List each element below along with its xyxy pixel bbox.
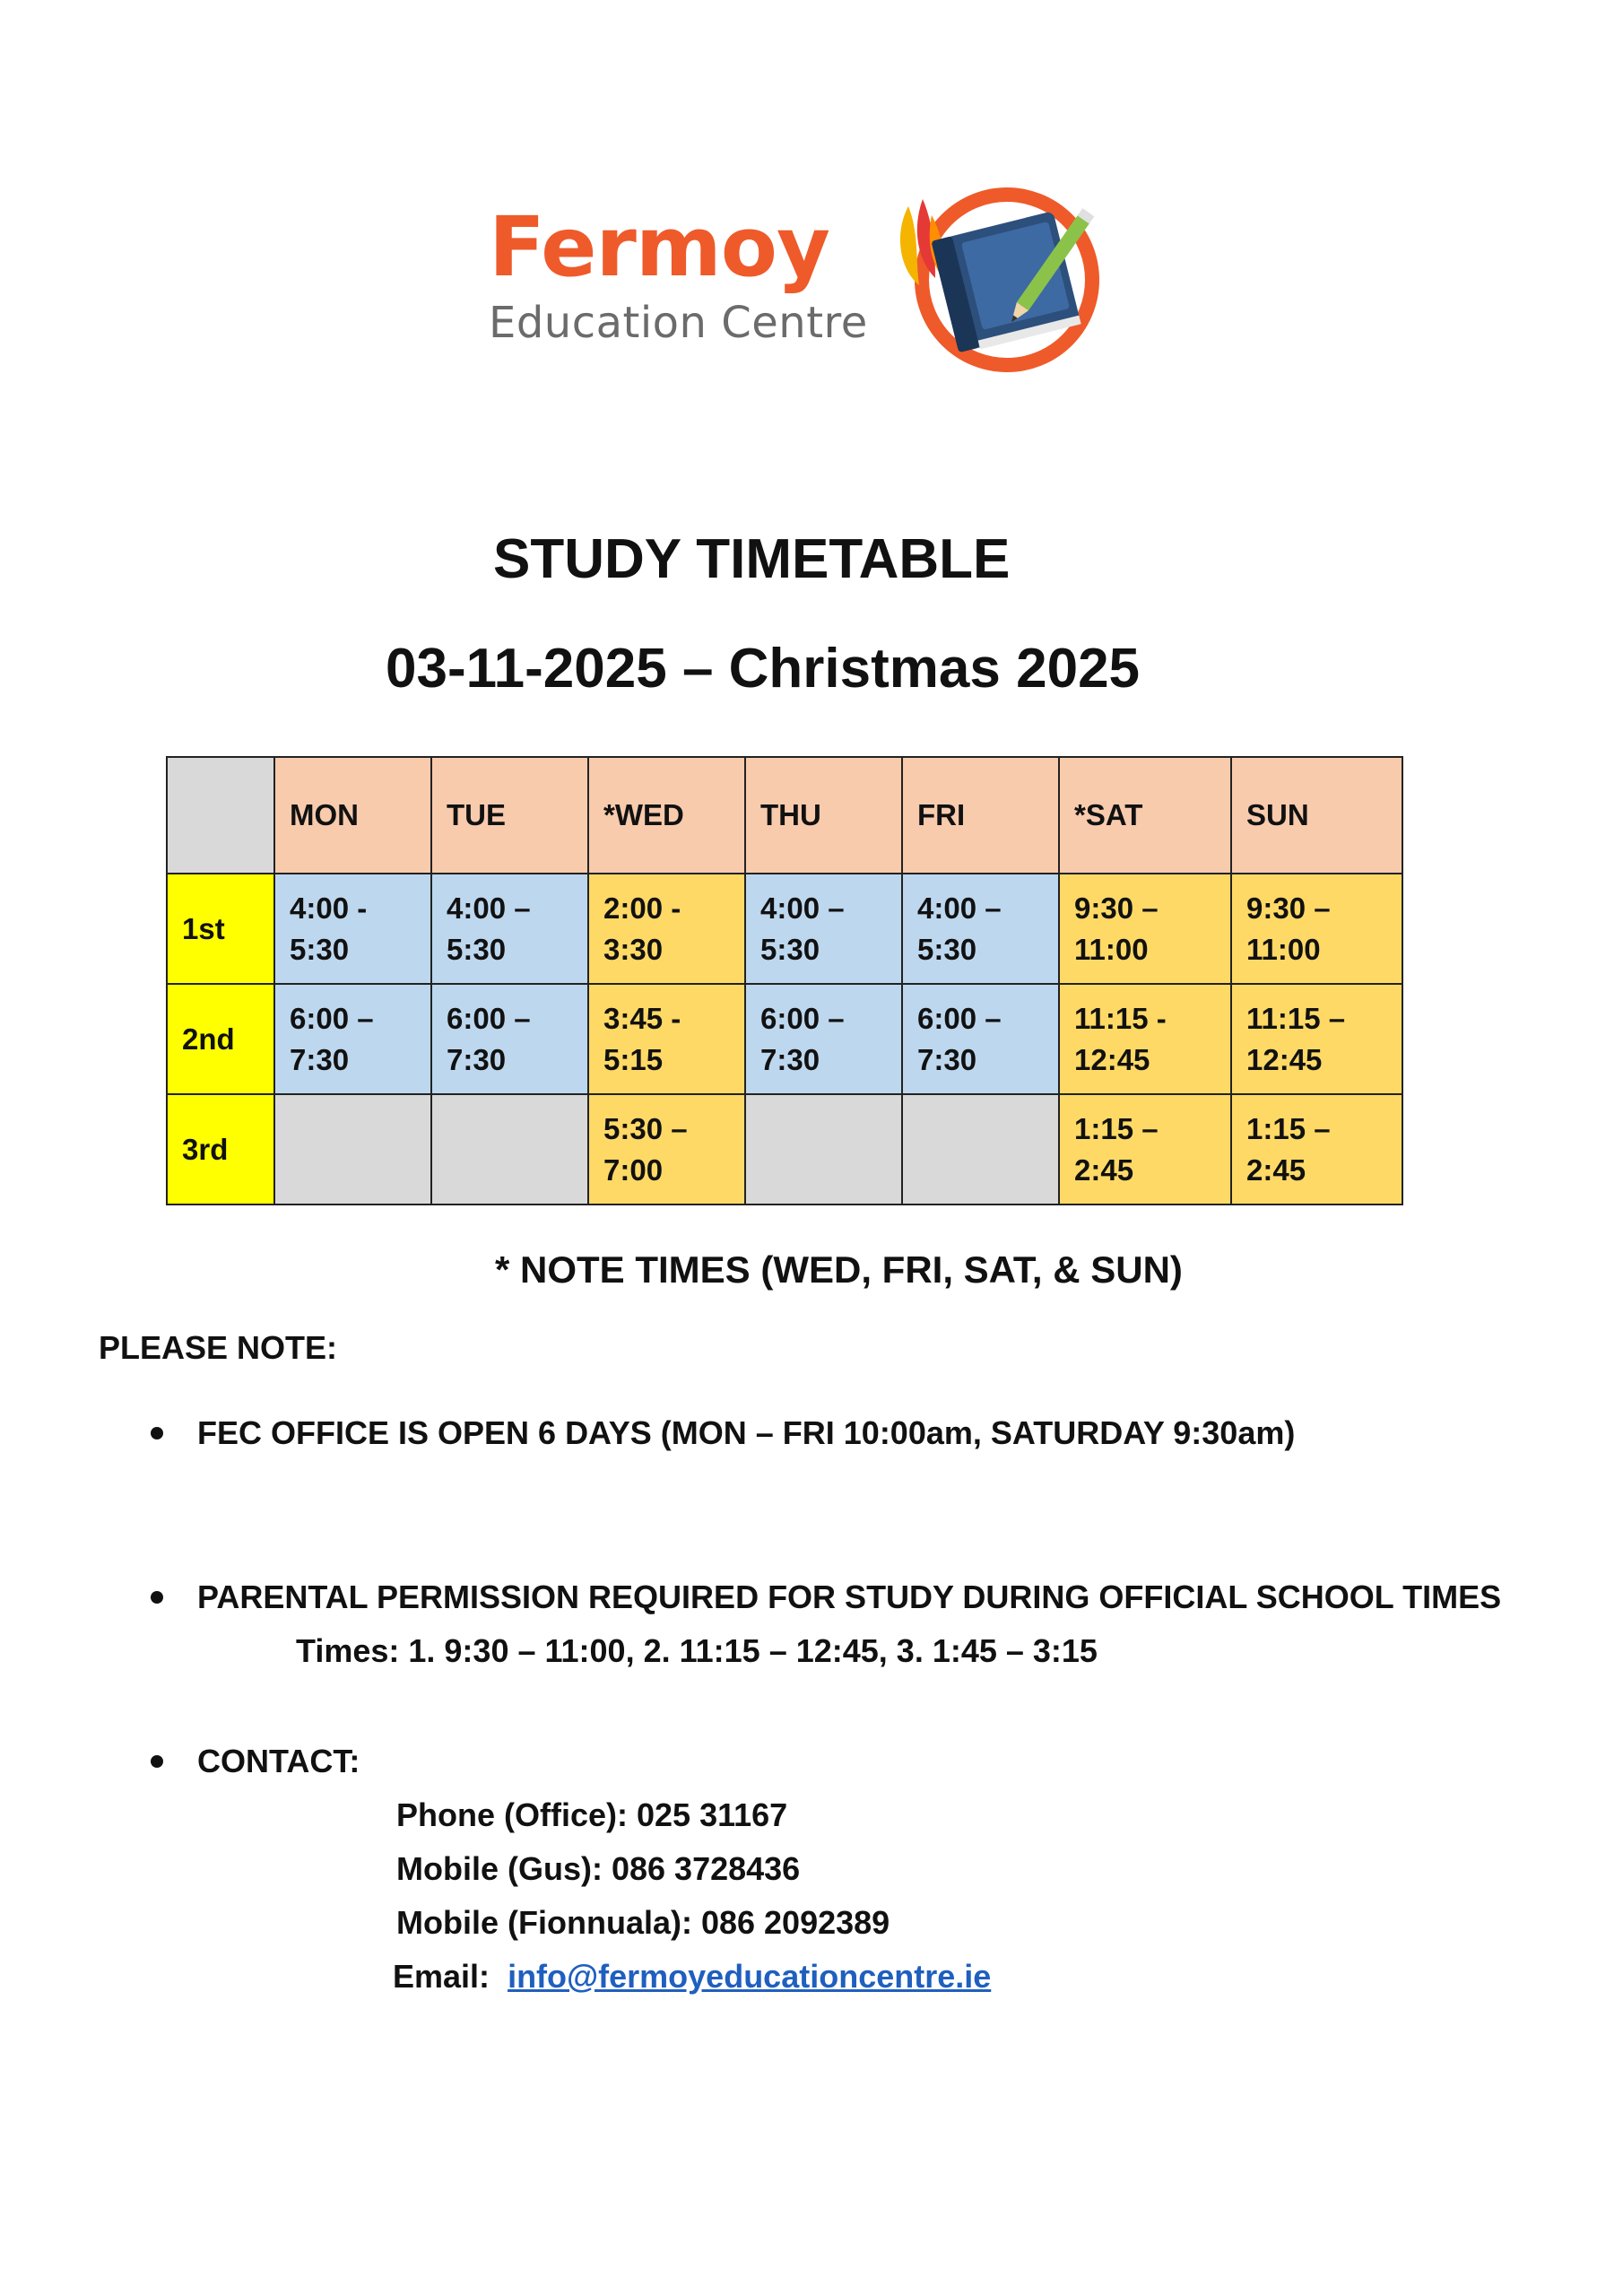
book-and-pencil-icon — [892, 179, 1107, 386]
time-end: 5:30 — [917, 932, 977, 966]
period-label: 3rd — [167, 1094, 274, 1205]
time-slot — [588, 984, 745, 1094]
time-end: 3:30 — [603, 932, 664, 966]
time-end: 7:30 — [290, 1042, 350, 1076]
day-header: FRI — [902, 757, 1059, 874]
time-slot — [745, 874, 902, 984]
time-start: 9:30 – — [1246, 891, 1331, 925]
mobile-fionnuala: Mobile (Fionnuala): 086 2092389 — [396, 1904, 890, 1941]
note-times: * NOTE TIMES (WED, FRI, SAT, & SUN) — [495, 1248, 1183, 1291]
time-start: 2:00 - — [603, 891, 681, 925]
time-start: 4:00 – — [760, 891, 845, 925]
mobile-gus: Mobile (Gus): 086 3728436 — [396, 1850, 801, 1887]
time-start: 6:00 – — [447, 1001, 531, 1035]
day-header: *WED — [588, 757, 745, 874]
time-start: 5:30 – — [603, 1111, 688, 1145]
time-slot — [274, 984, 431, 1094]
empty-slot — [902, 1094, 1059, 1205]
page-title: STUDY TIMETABLE — [493, 528, 1011, 590]
header-corner-cell — [167, 757, 274, 874]
time-slot — [902, 874, 1059, 984]
time-start: 1:15 – — [1246, 1111, 1331, 1145]
day-header: TUE — [431, 757, 588, 874]
time-slot — [1231, 1094, 1402, 1205]
time-end: 7:30 — [447, 1042, 507, 1076]
time-slot — [274, 874, 431, 984]
day-header: THU — [745, 757, 902, 874]
timetable-row — [167, 984, 1402, 1094]
time-slot — [1059, 1094, 1231, 1205]
time-start: 1:15 – — [1074, 1111, 1159, 1145]
please-note-heading: PLEASE NOTE: — [99, 1329, 338, 1366]
time-start: 11:15 – — [1246, 1001, 1346, 1035]
time-slot — [431, 874, 588, 984]
time-start: 11:15 - — [1074, 1001, 1167, 1035]
time-end: 2:45 — [1246, 1152, 1306, 1187]
time-end: 12:45 — [1246, 1042, 1323, 1076]
phone-office: Phone (Office): 025 31167 — [396, 1796, 788, 1833]
time-end: 2:45 — [1074, 1152, 1134, 1187]
time-start: 3:45 - — [603, 1001, 681, 1035]
email-link[interactable]: info@fermoyeducationcentre.ie — [508, 1958, 992, 1995]
time-slot — [1231, 984, 1402, 1094]
day-header: MON — [274, 757, 431, 874]
time-slot — [431, 984, 588, 1094]
time-start: 4:00 - — [290, 891, 368, 925]
time-slot — [1059, 984, 1231, 1094]
email-line — [393, 1956, 991, 1997]
time-slot — [745, 984, 902, 1094]
day-header: SUN — [1231, 757, 1402, 874]
time-end: 7:00 — [603, 1152, 664, 1187]
time-end: 7:30 — [917, 1042, 977, 1076]
empty-slot — [431, 1094, 588, 1205]
contact-heading: CONTACT: — [197, 1743, 360, 1779]
time-end: 11:00 — [1246, 932, 1321, 966]
email-label: Email: — [393, 1958, 490, 1995]
time-slot — [1231, 874, 1402, 984]
permission-note: PARENTAL PERMISSION REQUIRED FOR STUDY DURING OFFICIAL SCHOOL TIMES — [197, 1578, 1502, 1615]
bullet-icon — [151, 1755, 163, 1768]
time-start: 6:00 – — [917, 1001, 1002, 1035]
time-start: 6:00 – — [290, 1001, 374, 1035]
period-label: 2nd — [167, 984, 274, 1094]
time-slot — [902, 984, 1059, 1094]
period-label: 1st — [167, 874, 274, 984]
bullet-icon — [151, 1427, 163, 1439]
date-range-title: 03-11-2025 – Christmas 2025 — [386, 638, 1141, 700]
time-end: 11:00 — [1074, 932, 1149, 966]
time-end: 5:15 — [603, 1042, 664, 1076]
time-start: 4:00 – — [917, 891, 1002, 925]
timetable-row — [167, 874, 1402, 984]
permission-times: Times: 1. 9:30 – 11:00, 2. 11:15 – 12:45, 3. 1:45 – 3:15 — [296, 1632, 1098, 1669]
time-start: 9:30 – — [1074, 891, 1159, 925]
study-timetable — [166, 756, 1403, 1205]
time-slot — [1059, 874, 1231, 984]
time-end: 5:30 — [447, 932, 507, 966]
logo-name: Fermoy — [489, 199, 829, 295]
empty-slot — [274, 1094, 431, 1205]
logo-wordmark — [489, 199, 892, 348]
time-slot — [588, 874, 745, 984]
bullet-icon — [151, 1591, 163, 1604]
office-hours-note: FEC OFFICE IS OPEN 6 DAYS (MON – FRI 10:00am, SATURDAY 9:30am) — [197, 1414, 1296, 1451]
timetable-header-row — [167, 757, 1402, 874]
logo — [489, 179, 1116, 386]
logo-subtitle: Education Centre — [489, 298, 868, 348]
time-start: 4:00 – — [447, 891, 531, 925]
timetable-row — [167, 1094, 1402, 1205]
time-end: 5:30 — [290, 932, 350, 966]
time-end: 12:45 — [1074, 1042, 1150, 1076]
day-header: *SAT — [1059, 757, 1231, 874]
time-slot — [588, 1094, 745, 1205]
time-start: 6:00 – — [760, 1001, 845, 1035]
empty-slot — [745, 1094, 902, 1205]
time-end: 5:30 — [760, 932, 820, 966]
time-end: 7:30 — [760, 1042, 820, 1076]
